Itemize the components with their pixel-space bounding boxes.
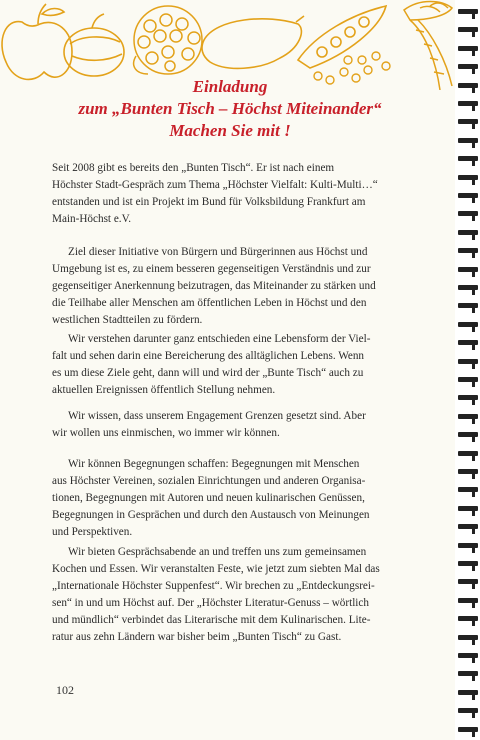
text-line: „Internationale Höchster Suppenfest“. Wir brechen zu „Entdeckungsrei- bbox=[52, 580, 375, 592]
text-line: und Perspektiven. bbox=[52, 526, 133, 538]
paragraph-goals bbox=[52, 244, 412, 329]
text-line: und mündlich“ verbindet das Literarische mit dem Kulinarischen. Lite- bbox=[52, 614, 371, 626]
text-line: Wir bieten Gesprächsabende an und treffen uns zum gemeinsamen bbox=[68, 546, 367, 558]
binding-ring bbox=[458, 466, 478, 478]
binding-ring bbox=[458, 484, 478, 496]
binding-ring bbox=[458, 687, 478, 699]
text-line: gegenseitiger Anerkennung beizutragen, das Miteinander zu stärken und bbox=[52, 280, 376, 292]
binding-ring bbox=[458, 300, 478, 312]
text-line: sen“ in und um Höchst auf. Der „Höchster Literatur-Genuss – wörtlich bbox=[52, 597, 369, 609]
zucchini-icon bbox=[202, 16, 304, 68]
text-line: Kochen und Essen. Wir veranstalten Feste, wie jetzt zum siebten Mal das bbox=[52, 563, 380, 575]
binding-ring bbox=[458, 448, 478, 460]
text-line: ratur aus zehn Ländern war bisher beim „Bunten Tisch“ zu Gast. bbox=[52, 631, 342, 643]
binding-ring bbox=[458, 650, 478, 662]
cauliflower-icon bbox=[134, 6, 202, 74]
binding-ring bbox=[458, 61, 478, 73]
binding-ring bbox=[458, 540, 478, 552]
text-line: Wir verstehen darunter ganz entschieden eine Lebensform der Viel- bbox=[68, 333, 371, 345]
title-line-3: Machen Sie mit ! bbox=[169, 121, 291, 140]
apple-icon bbox=[2, 4, 72, 79]
binding-ring bbox=[458, 724, 478, 736]
text-line: tionen, Begegnungen mit Autoren und neuen kulinarischen Genüssen, bbox=[52, 492, 365, 504]
binding-ring bbox=[458, 521, 478, 533]
spiral-binding bbox=[455, 0, 480, 740]
paragraph-engagement bbox=[52, 408, 412, 442]
text-line: westlichen Stadtteilen zu fördern. bbox=[52, 314, 203, 326]
text-line: aktuellen Ereignissen öffentlich Stellung nehmen. bbox=[52, 384, 276, 396]
binding-ring bbox=[458, 80, 478, 92]
binding-ring bbox=[458, 356, 478, 368]
binding-ring bbox=[458, 227, 478, 239]
binding-ring bbox=[458, 245, 478, 257]
binding-ring bbox=[458, 668, 478, 680]
invitation-title bbox=[30, 76, 430, 142]
binding-ring bbox=[458, 337, 478, 349]
binding-ring bbox=[458, 24, 478, 36]
binding-ring bbox=[458, 503, 478, 515]
text-line: die Teilhabe aller Menschen am öffentlichen Leben in Höchst und den bbox=[52, 297, 367, 309]
paragraph-values bbox=[52, 331, 412, 399]
text-line: es um diese Ziele geht, dann will und wird der „Bunte Tisch“ auch zu bbox=[52, 367, 364, 379]
binding-ring bbox=[458, 190, 478, 202]
binding-ring bbox=[458, 208, 478, 220]
binding-ring bbox=[458, 98, 478, 110]
paragraph-events bbox=[52, 544, 412, 646]
binding-ring bbox=[458, 576, 478, 588]
title-line-2: zum „Bunten Tisch – Höchst Miteinander“ bbox=[78, 99, 382, 118]
onion-icon bbox=[64, 14, 124, 76]
binding-ring bbox=[458, 43, 478, 55]
text-line: Wir wissen, dass unserem Engagement Grenzen gesetzt sind. Aber bbox=[68, 410, 366, 422]
page-number: 102 bbox=[56, 683, 74, 697]
text-line: wir wollen uns einmischen, wo immer wir können. bbox=[52, 427, 280, 439]
binding-ring bbox=[458, 319, 478, 331]
binding-ring bbox=[458, 392, 478, 404]
binding-ring bbox=[458, 116, 478, 128]
binding-ring bbox=[458, 632, 478, 644]
binding-ring bbox=[458, 429, 478, 441]
text-line: Umgebung ist es, zu einem besseren gegenseitigen Verständnis und zur bbox=[52, 263, 371, 275]
text-line: Seit 2008 gibt es bereits den „Bunten Tisch“. Er ist nach einem bbox=[52, 162, 335, 174]
binding-ring bbox=[458, 411, 478, 423]
binding-ring bbox=[458, 172, 478, 184]
text-line: entstanden und ist ein Projekt im Bund für Volksbildung Frankfurt am bbox=[52, 196, 366, 208]
binding-ring bbox=[458, 282, 478, 294]
binding-ring bbox=[458, 374, 478, 386]
binding-ring bbox=[458, 135, 478, 147]
text-line: Höchster Stadt-Gespräch zum Thema „Höchster Vielfalt: Kulti-Multi…“ bbox=[52, 179, 378, 191]
binding-ring bbox=[458, 6, 478, 18]
text-line: Main-Höchst e.V. bbox=[52, 213, 132, 225]
binding-ring bbox=[458, 558, 478, 570]
binding-ring bbox=[458, 264, 478, 276]
text-line: Wir können Begegnungen schaffen: Begegnungen mit Menschen bbox=[68, 458, 360, 470]
text-line: Begegnungen in Gesprächen und durch den Austausch von Meinungen bbox=[52, 509, 370, 521]
text-line: aus Höchster Vereinen, sozialen Einrichtungen und anderen Organisa- bbox=[52, 475, 366, 487]
text-line: falt und sehen darin eine Bereicherung des alltäglichen Lebens. Wenn bbox=[52, 350, 365, 362]
binding-ring bbox=[458, 595, 478, 607]
paragraph-encounters bbox=[52, 456, 412, 541]
paragraph-history bbox=[52, 160, 412, 228]
text-line: Ziel dieser Initiative von Bürgern und Bürgerinnen aus Höchst und bbox=[68, 246, 368, 258]
title-line-1: Einladung bbox=[192, 77, 268, 96]
binding-ring bbox=[458, 613, 478, 625]
binding-ring bbox=[458, 705, 478, 717]
binding-ring bbox=[458, 153, 478, 165]
